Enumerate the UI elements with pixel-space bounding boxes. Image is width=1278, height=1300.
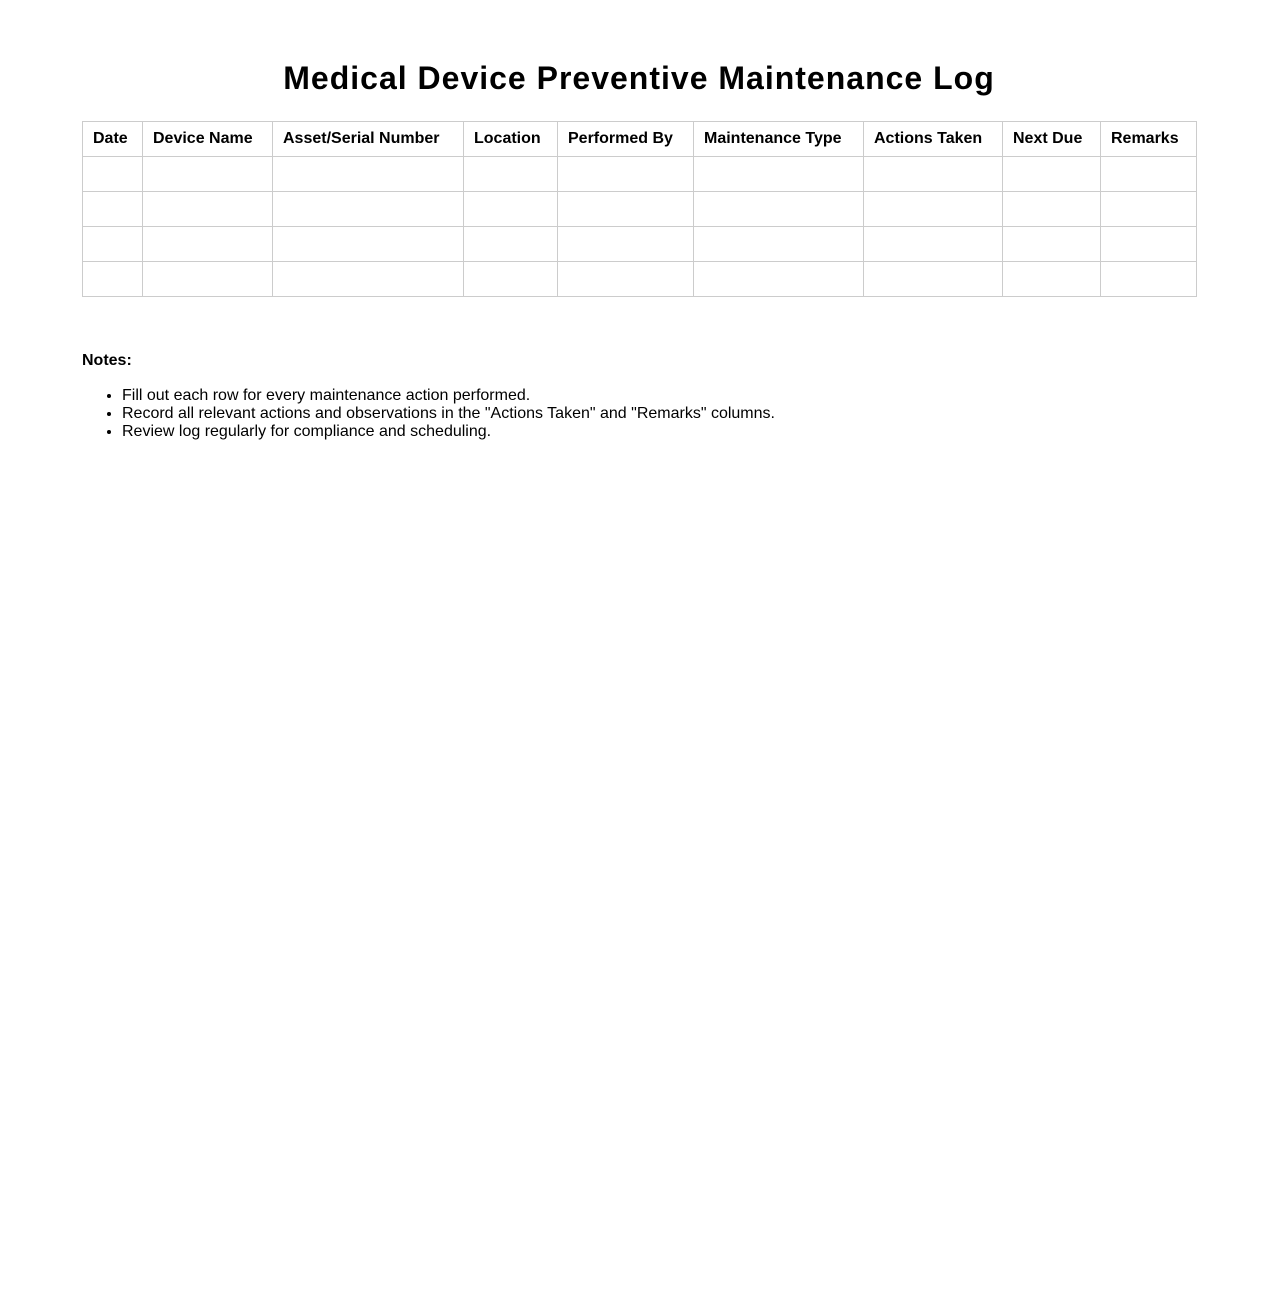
table-cell	[1101, 262, 1197, 297]
table-cell	[1101, 157, 1197, 192]
table-cell	[143, 157, 273, 192]
table-cell	[464, 262, 558, 297]
table-cell	[273, 262, 464, 297]
table-cell	[694, 227, 864, 262]
table-cell	[558, 157, 694, 192]
notes-title: Notes:	[82, 352, 132, 369]
note-item: • Fill out each row for every maintenance action performed.	[122, 387, 775, 405]
table-cell	[273, 192, 464, 227]
notes-list	[82, 387, 775, 441]
note-item: • Review log regularly for compliance and scheduling.	[122, 423, 775, 441]
header-row	[83, 122, 1197, 157]
table-cell	[464, 227, 558, 262]
column-header: Performed By	[558, 122, 694, 157]
table-cell	[694, 262, 864, 297]
table-cell	[864, 262, 1003, 297]
table-cell	[558, 262, 694, 297]
table-cell	[143, 262, 273, 297]
column-header: Asset/Serial Number	[273, 122, 464, 157]
table-row	[83, 157, 1197, 192]
table-cell	[1101, 227, 1197, 262]
column-header: Remarks	[1101, 122, 1197, 157]
table-cell	[273, 157, 464, 192]
maintenance-log-table	[82, 121, 1197, 297]
table-cell	[864, 157, 1003, 192]
table-cell	[83, 157, 143, 192]
table-row	[83, 192, 1197, 227]
note-item: • Record all relevant actions and observations in the "Actions Taken" and "Remarks" columns.	[122, 405, 775, 423]
table-cell	[273, 227, 464, 262]
column-header: Actions Taken	[864, 122, 1003, 157]
column-header: Next Due	[1003, 122, 1101, 157]
table-cell	[464, 157, 558, 192]
column-header: Location	[464, 122, 558, 157]
column-header: Device Name	[143, 122, 273, 157]
notes-section	[82, 352, 775, 441]
table-cell	[1101, 192, 1197, 227]
table-cell	[1003, 262, 1101, 297]
table-cell	[83, 262, 143, 297]
table-row	[83, 227, 1197, 262]
table-cell	[558, 192, 694, 227]
column-header: Maintenance Type	[694, 122, 864, 157]
table-cell	[83, 227, 143, 262]
page-title: Medical Device Preventive Maintenance Log	[283, 60, 995, 96]
table-cell	[143, 192, 273, 227]
column-header: Date	[83, 122, 143, 157]
table-cell	[694, 192, 864, 227]
table-cell	[1003, 192, 1101, 227]
table-cell	[864, 192, 1003, 227]
table-cell	[558, 227, 694, 262]
table-cell	[1003, 157, 1101, 192]
table-cell	[464, 192, 558, 227]
table-cell	[1003, 227, 1101, 262]
table-cell	[143, 227, 273, 262]
table-cell	[694, 157, 864, 192]
table-cell	[864, 227, 1003, 262]
table-row	[83, 262, 1197, 297]
table-cell	[83, 192, 143, 227]
